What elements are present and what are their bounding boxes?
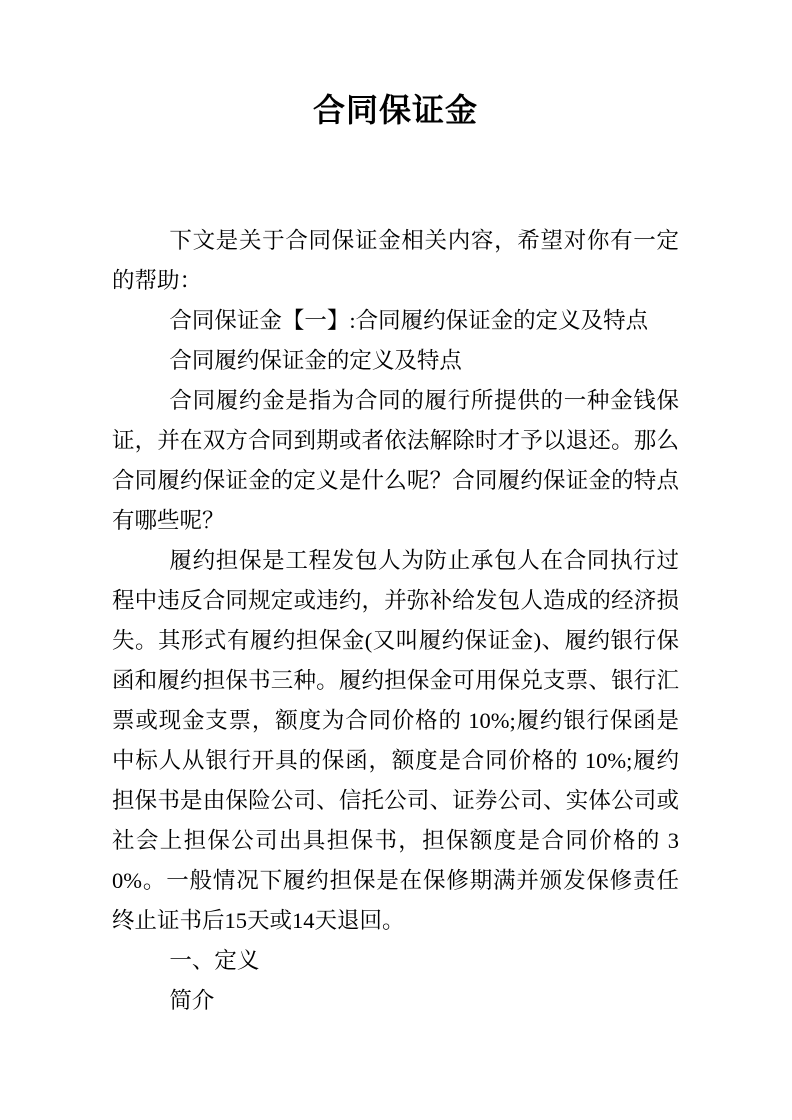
paragraph-intro: 下文是关于合同保证金相关内容，希望对你有一定的帮助：: [112, 227, 679, 293]
paragraph-heading-definition: 一、定义: [169, 947, 260, 973]
paragraph-subtitle: 合同履约保证金的定义及特点: [169, 347, 462, 373]
paragraph-brief-intro: 简介: [169, 987, 215, 1013]
paragraph-definition-question: 合同履约金是指为合同的履行所提供的一种金钱保证，并在双方合同到期或者依法解除时才予以退还。那么合同履约保证金的定义是什么呢？合同履约保证金的特点有哪些呢？: [112, 387, 679, 533]
document-title: 合同保证金: [312, 92, 478, 128]
paragraph-performance-guarantee: 履约担保是工程发包人为防止承包人在合同执行过程中违反合同规定或违约，并弥补给发包人造成的经济损失。其形式有履约担保金(又叫履约保证金)、履约银行保函和履约担保书三种。履约担保金可用保兑支票、银行汇票或现金支票，额度为合同价格的 10%;履约银行保函是中标人从银行开具的保函，额度是合同价格的 10%;履约担保书是由保险公司、信托公司、证券公司、实体公司或社会上担保公司出具担保书，担保额度是合同价格的 30%。一般情况下履约担保是在保修期满并颁发保修责任终止证书后15天或14天退回。: [112, 547, 679, 933]
document-body: [112, 221, 679, 1021]
paragraph-section-title: 合同保证金【一】:合同履约保证金的定义及特点: [169, 307, 649, 333]
